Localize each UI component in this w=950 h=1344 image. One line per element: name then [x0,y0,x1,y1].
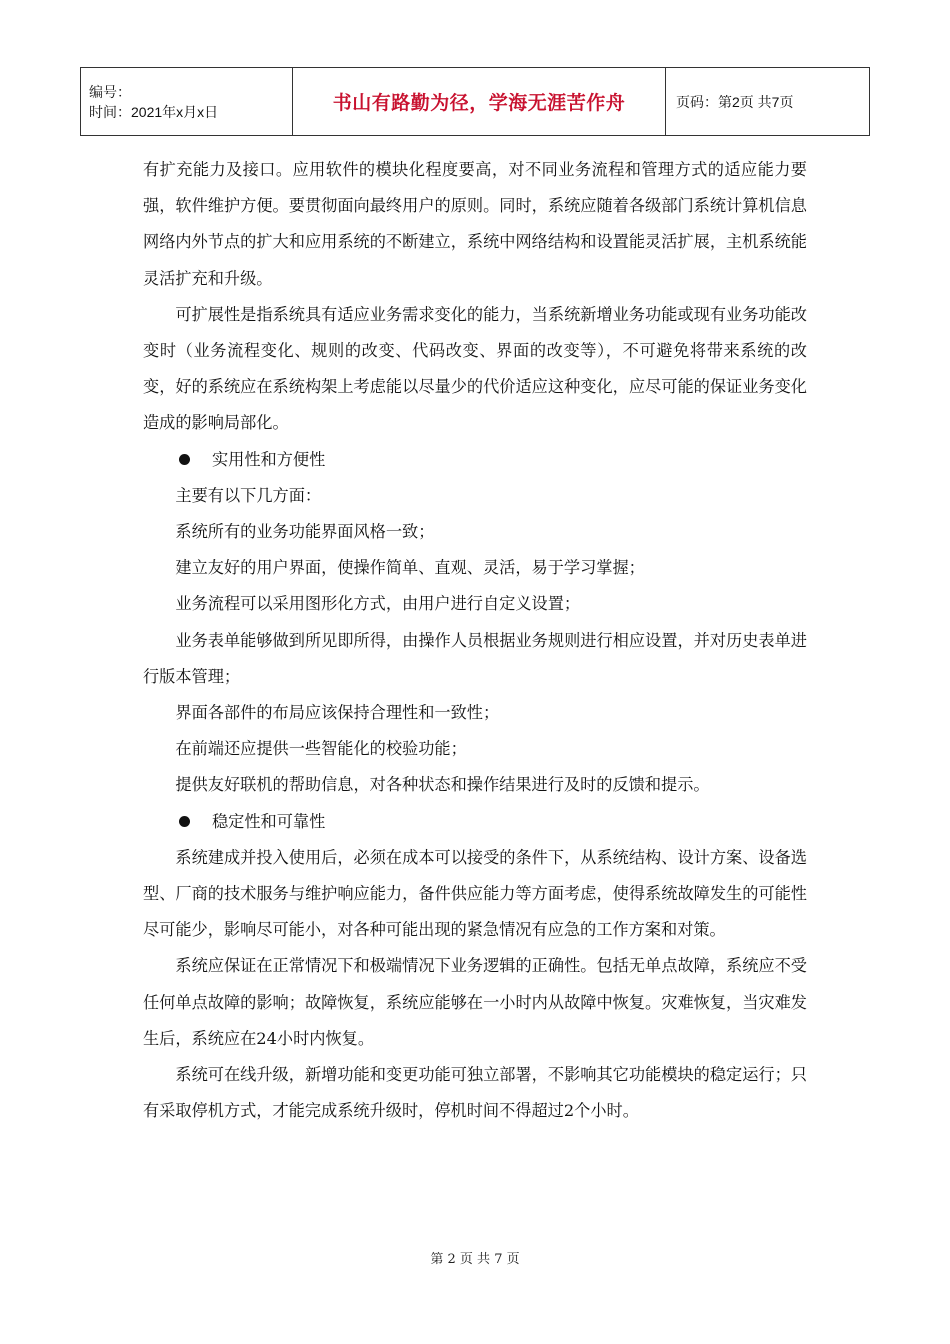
header-page-number: 页码：第2页 共7页 [666,68,870,136]
page-footer: 第 2 页 共 7 页 [430,1252,520,1267]
list-item: 系统所有的业务功能界面风格一致； [175,522,435,542]
document-body [143,152,807,1129]
paragraph: 系统建成并投入使用后，必须在成本可以接受的条件下，从系统结构、设计方案、设备选型、厂商的技术服务与维护响应能力，备件供应能力等方面考虑，使得系统故障发生的可能性尽可能少，影响尽可能小，对各种可能出现的紧急情况有应急的工作方案和对策。 [143,847,807,940]
list-item: 提供友好联机的帮助信息，对各种状态和操作结果进行及时的反馈和提示。 [175,775,710,795]
header-table [80,67,870,136]
paragraph: 系统可在线升级，新增功能和变更功能可独立部署，不影响其它功能模块的稳定运行；只有采取停机方式，才能完成系统升级时，停机时间不得超过2个小时。 [143,1065,807,1121]
bullet-heading-text: 稳定性和可靠性 [212,811,326,831]
paragraph: 可扩展性是指系统具有适应业务需求变化的能力，当系统新增业务功能或现有业务功能改变时（业务流程变化、规则的改变、代码改变、界面的改变等），不可避免将带来系统的改变，好的系统应在系统构架上考虑能以尽量少的代价适应这种变化，应尽可能的保证业务变化造成的影响局部化。 [143,304,807,433]
header-motto: 书山有路勤为径，学海无涯苦作舟 [293,68,666,136]
bullet-icon [179,816,190,827]
list-item: 业务流程可以采用图形化方式，由用户进行自定义设置； [175,594,581,614]
list-item: 在前端还应提供一些智能化的校验功能； [175,739,467,759]
list-item: 主要有以下几方面： [175,485,322,505]
list-item: 界面各部件的布局应该保持合理性和一致性； [175,703,500,723]
bullet-heading [143,442,807,478]
bullet-icon [179,454,190,465]
document-number: 编号： [89,83,131,100]
bullet-heading-text: 实用性和方便性 [212,449,326,469]
list-item: 建立友好的用户界面，使操作简单、直观、灵活，易于学习掌握； [175,558,645,578]
bullet-heading [143,804,807,840]
header-meta [81,68,293,136]
document-date: 时间：2021年x月x日 [89,103,219,120]
paragraph: 有扩充能力及接口。应用软件的模块化程度要高，对不同业务流程和管理方式的适应能力要强，软件维护方便。要贯彻面向最终用户的原则。同时，系统应随着各级部门系统计算机信息网络内外节点的扩大和应用系统的不断建立，系统中网络结构和设置能灵活扩展，主机系统能灵活扩充和升级。 [143,160,807,288]
paragraph: 系统应保证在正常情况下和极端情况下业务逻辑的正确性。包括无单点故障，系统应不受任何单点故障的影响；故障恢复，系统应能够在一小时内从故障中恢复。灾难恢复，当灾难发生后，系统应在24小时内恢复。 [143,956,807,1048]
list-item: 业务表单能够做到所见即所得，由操作人员根据业务规则进行相应设置，并对历史表单进行版本管理； [143,630,807,686]
